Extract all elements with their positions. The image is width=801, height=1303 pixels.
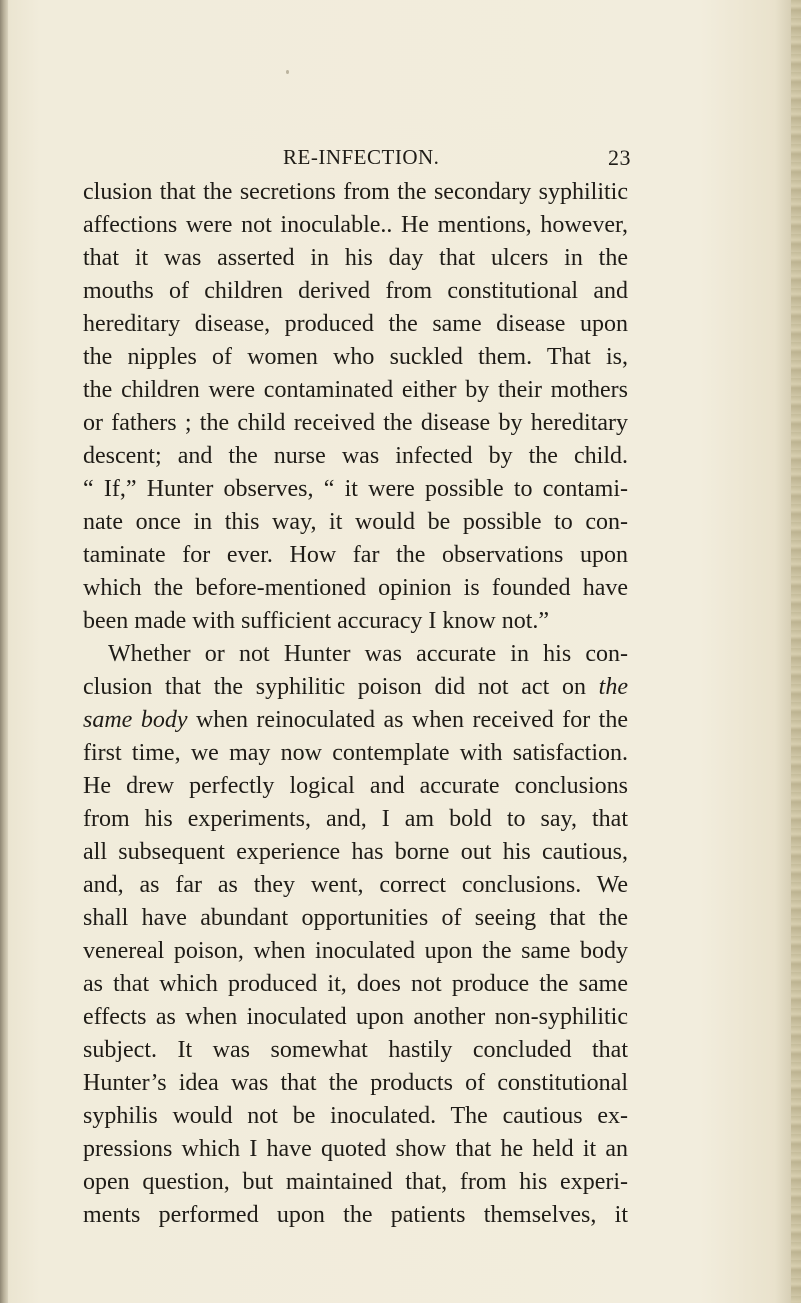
text-line: shall have abundant opportunities of seeing that the <box>83 905 628 931</box>
page-gutter-shadow <box>0 0 8 1303</box>
page-edge-texture <box>791 0 801 1303</box>
text-line: or fathers ; the child received the disease by hereditary <box>83 410 628 436</box>
text-line: and, as far as they went, correct conclusions. We <box>83 872 628 898</box>
text-line: “ If,” Hunter observes, “ it were possible to contami- <box>83 476 628 502</box>
text-line: all subsequent experience has borne out his cautious, <box>83 839 628 865</box>
text-line: the children were contaminated either by their mothers <box>83 377 628 403</box>
text-line: been made with sufficient accuracy I know not.” <box>83 608 550 634</box>
text-line: first time, we may now contemplate with satisfaction. <box>83 740 628 766</box>
text-line: Whether or not Hunter was accurate in his con- <box>108 641 628 667</box>
text-line: hereditary disease, produced the same disease upon <box>83 311 628 337</box>
text-line: pressions which I have quoted show that he held it an <box>83 1136 628 1162</box>
text-line: He drew perfectly logical and accurate conclusions <box>83 773 628 799</box>
text-line: from his experiments, and, I am bold to say, that <box>83 806 628 832</box>
text-line <box>83 704 628 737</box>
text-line: mouths of children derived from constitutional and <box>83 278 628 304</box>
text-line: nate once in this way, it would be possible to con- <box>83 509 628 535</box>
text-line: descent; and the nurse was infected by the child. <box>83 443 628 469</box>
page-number: 23 <box>608 145 631 170</box>
italic-text: body <box>140 707 188 733</box>
italic-text: same <box>83 707 133 733</box>
text-line: ments performed upon the patients themselves, it <box>83 1202 628 1228</box>
text-line: effects as when inoculated upon another non-syphilitic <box>83 1004 628 1030</box>
text-line-part: clusion that the syphilitic poison did not act on <box>83 674 586 700</box>
text-line: the nipples of women who suckled them. That is, <box>83 344 628 370</box>
text-line: that it was asserted in his day that ulcers in the <box>83 245 628 271</box>
running-title: RE-INFECTION. <box>283 145 440 169</box>
text-line: subject. It was somewhat hastily concluded that <box>83 1037 628 1063</box>
text-line: clusion that the secretions from the secondary syphilitic <box>83 179 628 205</box>
text-line: Hunter’s idea was that the products of constitutional <box>83 1070 628 1096</box>
text-line: taminate for ever. How far the observations upon <box>83 542 628 568</box>
running-header <box>265 140 631 170</box>
text-line: affections were not inoculable.. He mentions, however, <box>83 212 628 238</box>
text-line: as that which produced it, does not produce the same <box>83 971 628 997</box>
italic-text: the <box>598 674 628 700</box>
text-line-part: when reinoculated as when received for the <box>187 707 628 733</box>
text-line: open question, but maintained that, from his experi- <box>83 1169 628 1195</box>
text-line: venereal poison, when inoculated upon the same body <box>83 938 628 964</box>
text-line: which the before-mentioned opinion is founded have <box>83 575 628 601</box>
text-line <box>83 671 628 704</box>
text-line: syphilis would not be inoculated. The cautious ex- <box>83 1103 628 1129</box>
